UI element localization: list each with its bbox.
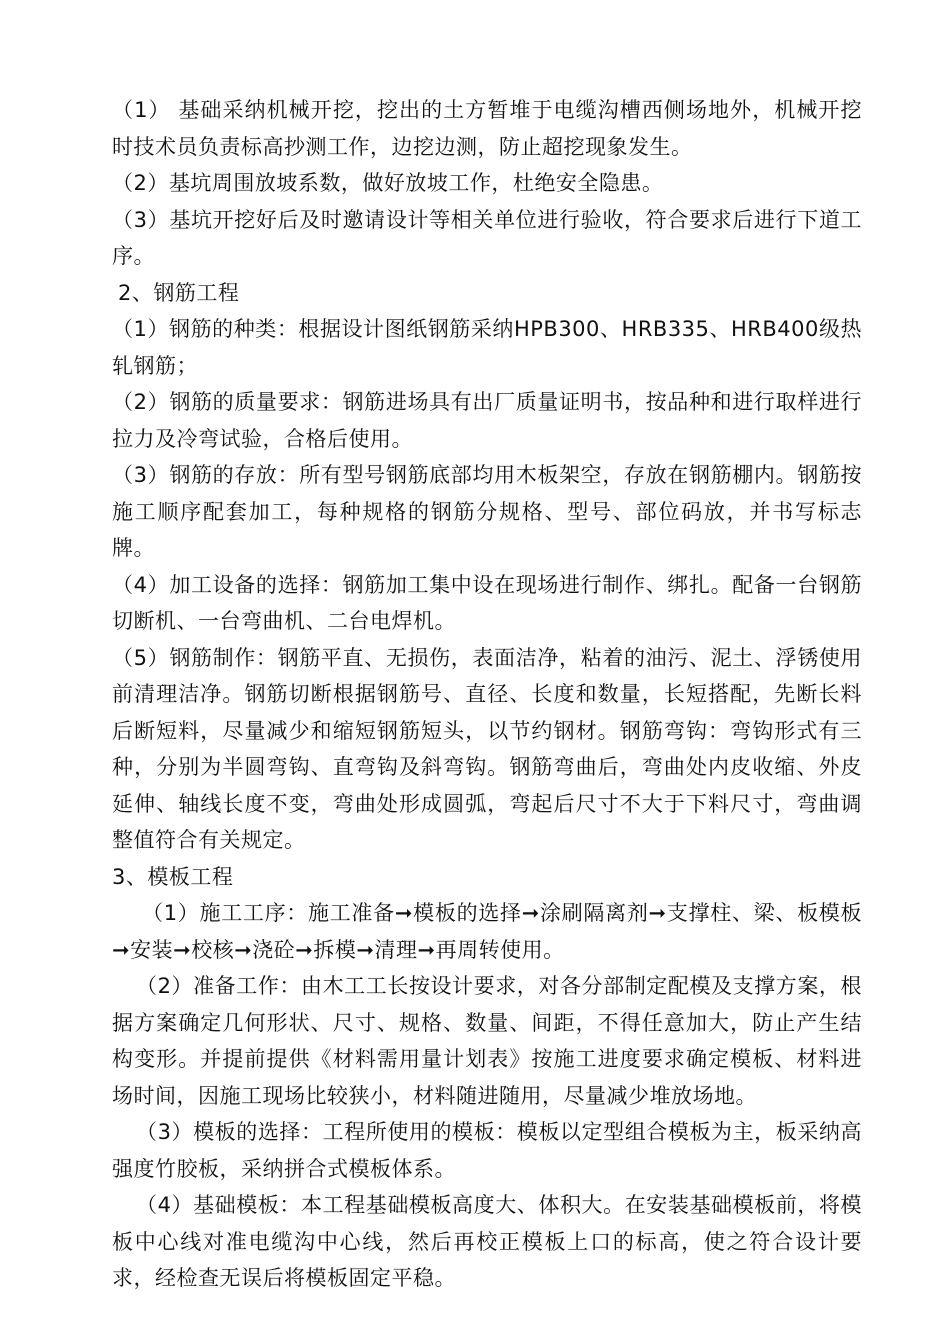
paragraph: （5）钢筋制作：钢筋平直、无损伤，表面洁净，粘着的油污、泥土、浮锈使用前清理洁净。钢筋切断根据钢筋号、直径、长度和数量，长短搭配，先断长料后断短料，尽量减少和缩短钢筋短头，以节约钢材。钢筋弯钩：弯钩形式有三种，分别为半圆弯钩、直弯钩及斜弯钩。钢筋弯曲后，弯曲处内皮收缩、外皮延伸、轴线长度不变，弯曲处形成圆弧，弯起后尺寸不大于下料尺寸，弯曲调整值符合有关规定。 xyxy=(112,645,862,852)
section-heading: 3、模板工程 xyxy=(112,864,234,889)
paragraph: （2）钢筋的质量要求：钢筋进场具有出厂质量证明书，按品种和进行取样进行拉力及冷弯试验，合格后使用。 xyxy=(112,390,862,451)
document-body xyxy=(112,92,862,1297)
paragraph: （1）钢筋的种类：根据设计图纸钢筋采纳HPB300、HRB335、HRB400级热轧钢筋； xyxy=(112,317,862,378)
paragraph: （4）加工设备的选择：钢筋加工集中设在现场进行制作、绑扎。配备一台钢筋切断机、一台弯曲机、二台电焊机。 xyxy=(112,572,862,633)
paragraph: （4）基础模板：本工程基础模板高度大、体积大。在安装基础模板前，将模板中心线对准电缆沟中心线，然后再校正模板上口的标高，使之符合设计要求，经检查无误后将模板固定平稳。 xyxy=(112,1193,862,1290)
paragraph: （3）钢筋的存放：所有型号钢筋底部均用木板架空，存放在钢筋棚内。钢筋按施工顺序配套加工，每种规格的钢筋分规格、型号、部位码放，并书写标志牌。 xyxy=(112,463,862,560)
paragraph: （1）施工工序：施工准备➞模板的选择➞涂刷隔离剂➞支撑柱、梁、板模板➞安装➞校核➞浇砼➞拆模➞清理➞再周转使用。 xyxy=(112,901,862,962)
paragraph: （2）准备工作：由木工工长按设计要求，对各分部制定配模及支撑方案，根据方案确定几何形状、尺寸、规格、数量、间距，不得任意加大，防止产生结构变形。并提前提供《材料需用量计划表》按施工进度要求确定模板、材料进场时间，因施工现场比较狭小，材料随进随用，尽量减少堆放场地。 xyxy=(112,974,862,1108)
section-heading: 2、钢筋工程 xyxy=(118,280,240,305)
paragraph: （3）基坑开挖好后及时邀请设计等相关单位进行验收，符合要求后进行下道工序。 xyxy=(112,207,862,268)
paragraph: （2）基坑周围放坡系数，做好放坡工作，杜绝安全隐患。 xyxy=(112,171,664,195)
paragraph: （3）模板的选择：工程所使用的模板：模板以定型组合模板为主，板采纳高强度竹胶板，采纳拼合式模板体系。 xyxy=(112,1120,862,1181)
paragraph: （1） 基础采纳机械开挖，挖出的土方暂堆于电缆沟槽西侧场地外，机械开挖时技术员负责标高抄测工作，边挖边测，防止超挖现象发生。 xyxy=(112,98,862,159)
